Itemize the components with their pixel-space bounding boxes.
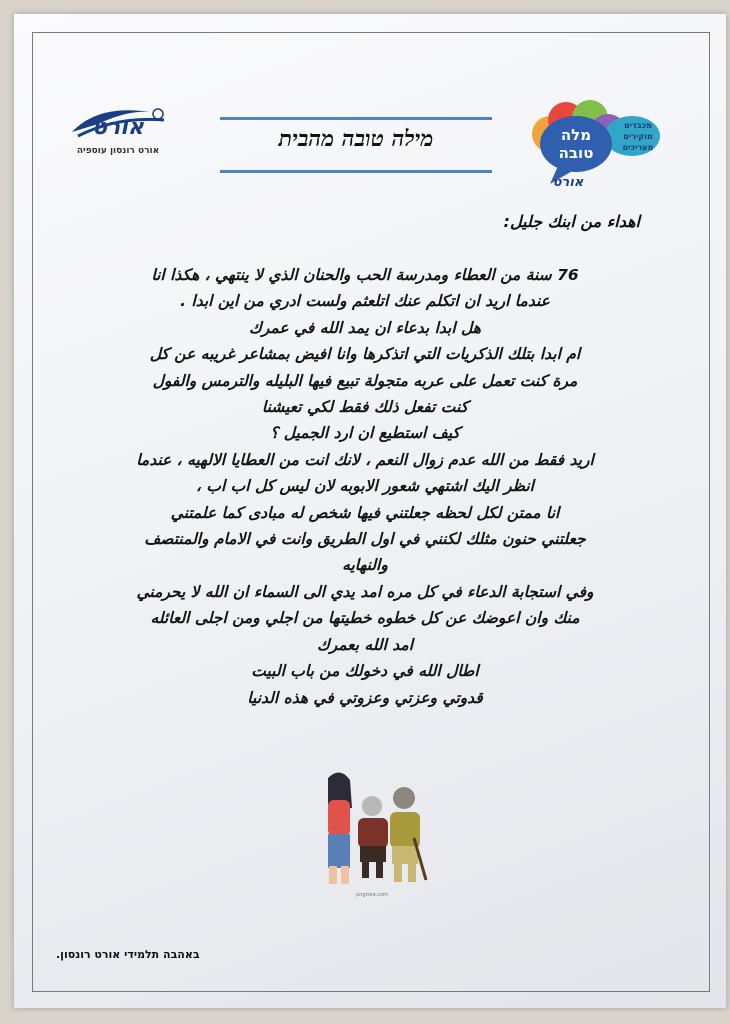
illustration-caption: pngtree.com xyxy=(356,892,388,898)
mila-tova-logo xyxy=(528,100,666,192)
ort-logo-caption: אורט רונסון עוספיה xyxy=(76,146,160,156)
title-bottom-rule xyxy=(220,170,492,173)
ort-ronson-logo xyxy=(58,102,178,166)
poem-line: اريد فقط من الله عدم زوال النعم ، لانك انت من العطايا الالهيه ، عندما xyxy=(136,450,594,469)
svg-text:אורט: אורט xyxy=(92,115,144,140)
dedication-line: اهداء من ابنك جليل: xyxy=(503,212,640,231)
poem-line: عندما اريد ان اتكلم عنك اتلعثم ولست ادري من اين ابدا . xyxy=(180,292,550,311)
page-title: מילה טובה מהבית xyxy=(278,126,434,152)
poem-line: هل ابدا بدعاء ان يمد الله في عمرك xyxy=(249,318,481,337)
poem-line: ام ابدا بتلك الذكريات التي اتذكرها وانا افيض بمشاعر غريبه عن كل xyxy=(149,345,581,364)
poem-line: وفي استجابة الدعاء في كل مره امد يدي الى السماء ان الله لا يحرمني xyxy=(136,582,594,601)
logo-word-2: טובה xyxy=(558,144,594,162)
poem-line: منك وان اعوضك عن كل خطوه خطيتها من اجلي ومن اجلى العائله xyxy=(150,609,580,628)
poem-body xyxy=(100,262,630,711)
title-top-rule xyxy=(220,117,492,120)
poem-line: اطال الله في دخولك من باب البيت xyxy=(251,662,479,681)
poem-line: كيف استطيع ان ارد الجميل ؟ xyxy=(270,424,460,443)
footer-signature: באהבה תלמידי אורט רונסון. xyxy=(56,948,200,961)
poem-line: انظر اليك اشتهي شعور الابوبه لان ليس كل اب اب ، xyxy=(195,477,534,496)
family-illustration xyxy=(314,768,430,898)
logo-brand: אורט xyxy=(552,175,584,190)
poem-line: 76 سنة من العطاء ومدرسة الحب والحنان الذي لا ينتهي ، هكذا انا xyxy=(151,266,579,284)
poem-line: والنهايه xyxy=(342,556,388,575)
family-walking-icon xyxy=(314,768,430,898)
logo-side-text: מכבדים מוקירים מעריכים xyxy=(622,121,654,152)
poem-line: امد الله بعمرك xyxy=(316,635,414,654)
poem-line: قدوتي وعزتي وعزوتي في هذه الدنيا xyxy=(247,688,483,707)
poem-line: مرة كنت تعمل على عربه متجولة تبيع فيها البليله والترمس والفول xyxy=(152,371,578,390)
poem-line: جعلتني حنون مثلك لكنني في اول الطريق وانت في الامام والمنتصف xyxy=(144,530,586,549)
poem-line: انا ممتن لكل لحظه جعلتني فيها شخص له مبادى كما علمتني xyxy=(170,503,560,522)
logo-word-1: מלה xyxy=(560,126,592,144)
poem-line: كنت تفعل ذلك فقط لكي تعيشنا xyxy=(261,398,469,417)
ort-logo-icon xyxy=(58,102,178,146)
